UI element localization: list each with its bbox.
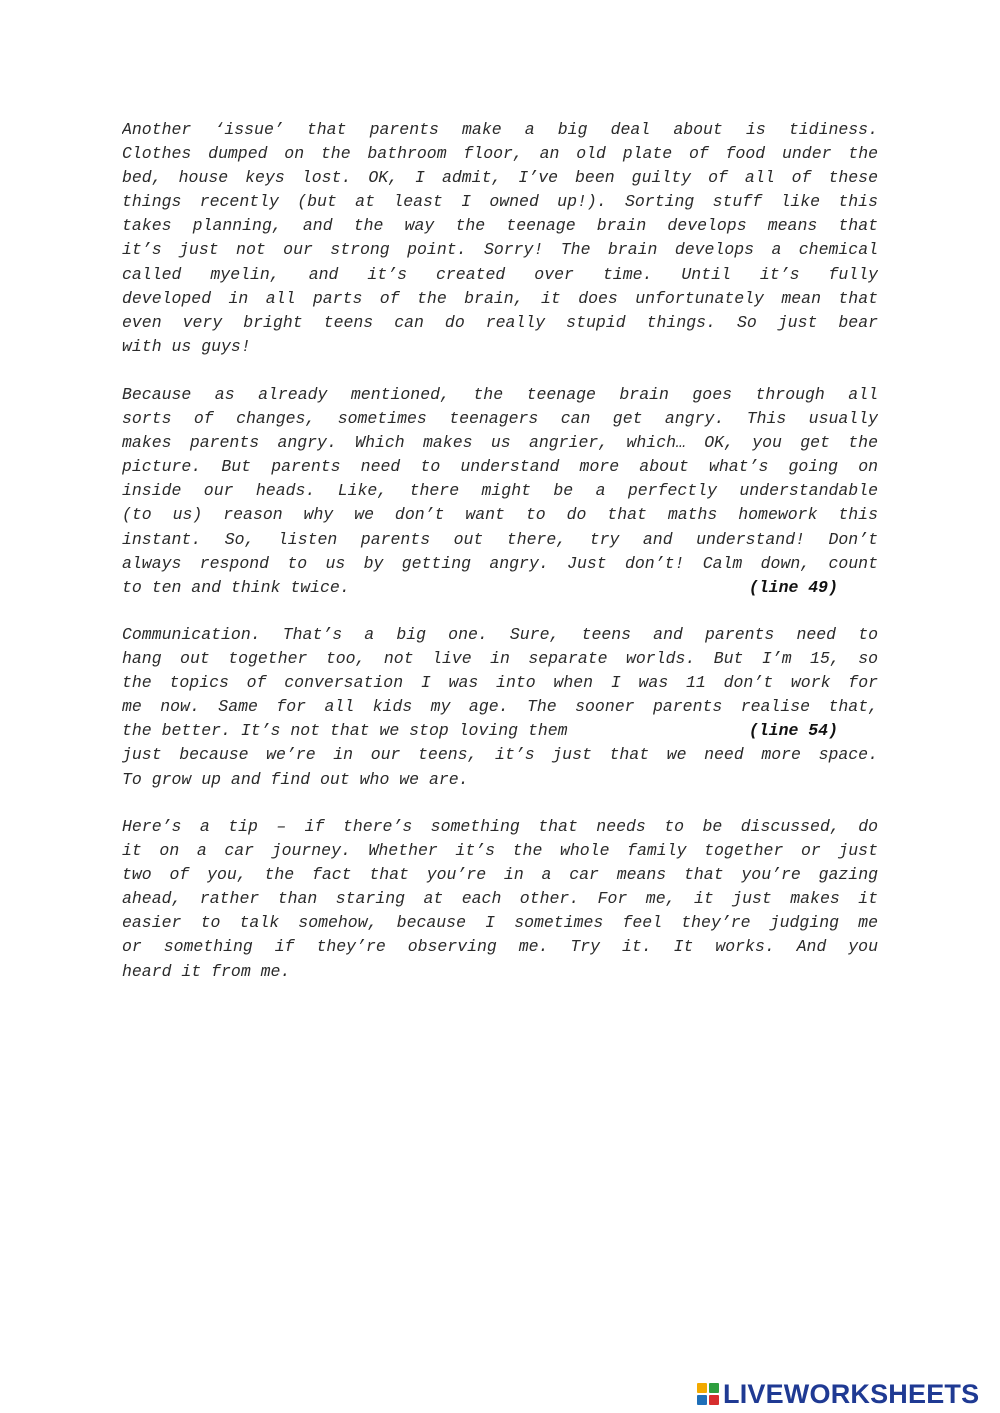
text-line-with-reference <box>122 719 878 743</box>
liveworksheets-logo <box>697 1377 979 1411</box>
text-line: called myelin, and it’s created over time. Until it’s fully <box>122 264 878 284</box>
text-line: to ten and think twice. <box>122 577 350 597</box>
paragraph-car-tip <box>122 815 878 984</box>
text-line: or something if they’re observing me. Try it. It works. And you <box>122 937 878 957</box>
logo-text: LIVEWORKSHEETS <box>723 1378 980 1409</box>
text-line: picture. But parents need to understand more about what’s going on <box>122 457 878 477</box>
text-line: takes planning, and the way the teenage brain develops means that <box>122 216 878 236</box>
text-line: it’s just not our strong point. Sorry! The brain develops a chemical <box>122 240 878 260</box>
logo-square-icon <box>709 1383 719 1393</box>
text-line: ahead, rather than staring at each other. For me, it just makes it <box>122 889 878 909</box>
text-line: always respond to us by getting angry. Just don’t! Calm down, count <box>122 553 878 573</box>
text-line: Communication. That’s a big one. Sure, teens and parents need to <box>122 625 878 644</box>
logo-square-icon <box>709 1395 719 1405</box>
text-line-with-reference <box>122 576 878 600</box>
text-line: Clothes dumped on the bathroom floor, an old plate of food under the <box>122 144 878 164</box>
logo-mark-icon <box>697 1383 719 1405</box>
text-line: inside our heads. Like, there might be a perfectly understandable <box>122 481 878 501</box>
text-line: the topics of conversation I was into when I was 11 don’t work for <box>122 673 878 693</box>
line-reference: (line 54) <box>748 721 838 741</box>
text-line: makes parents angry. Which makes us angrier, which… OK, you get the <box>122 433 878 453</box>
text-line: sorts of changes, sometimes teenagers can get angry. This usually <box>122 409 878 429</box>
text-line: it on a car journey. Whether it’s the whole family together or just <box>122 841 878 861</box>
text-line: Another ‘issue’ that parents make a big deal about is tidiness. <box>122 120 878 139</box>
text-line: easier to talk somehow, because I sometimes feel they’re judging me <box>122 913 878 933</box>
text-line: bed, house keys lost. OK, I admit, I’ve been guilty of all of these <box>122 168 878 188</box>
paragraph-tidiness <box>122 118 878 359</box>
text-line: me now. Same for all kids my age. The sooner parents realise that, <box>122 697 878 717</box>
text-line: instant. So, listen parents out there, try and understand! Don’t <box>122 529 878 549</box>
paragraph-anger <box>122 383 878 600</box>
line-reference: (line 49) <box>748 577 838 597</box>
text-line: To grow up and find out who we are. <box>122 769 469 789</box>
logo-square-icon <box>697 1395 707 1405</box>
text-line: hang out together too, not live in separate worlds. But I’m 15, so <box>122 649 878 669</box>
paragraph-communication <box>122 623 878 792</box>
text-line: developed in all parts of the brain, it does unfortunately mean that <box>122 288 878 308</box>
text-line: even very bright teens can do really stupid things. So just bear <box>122 312 878 332</box>
text-line: heard it from me. <box>122 961 291 981</box>
logo-square-icon <box>697 1383 707 1393</box>
text-line: things recently (but at least I owned up!). Sorting stuff like this <box>122 192 878 212</box>
text-line: the better. It’s not that we stop loving them <box>122 721 568 741</box>
text-line: just because we’re in our teens, it’s just that we need more space. <box>122 745 878 765</box>
text-line: two of you, the fact that you’re in a car means that you’re gazing <box>122 865 878 885</box>
text-line: Here’s a tip – if there’s something that needs to be discussed, do <box>122 817 878 836</box>
text-line: (to us) reason why we don’t want to do that maths homework this <box>122 505 878 525</box>
text-line: Because as already mentioned, the teenage brain goes through all <box>122 385 878 404</box>
text-line: with us guys! <box>122 336 251 356</box>
